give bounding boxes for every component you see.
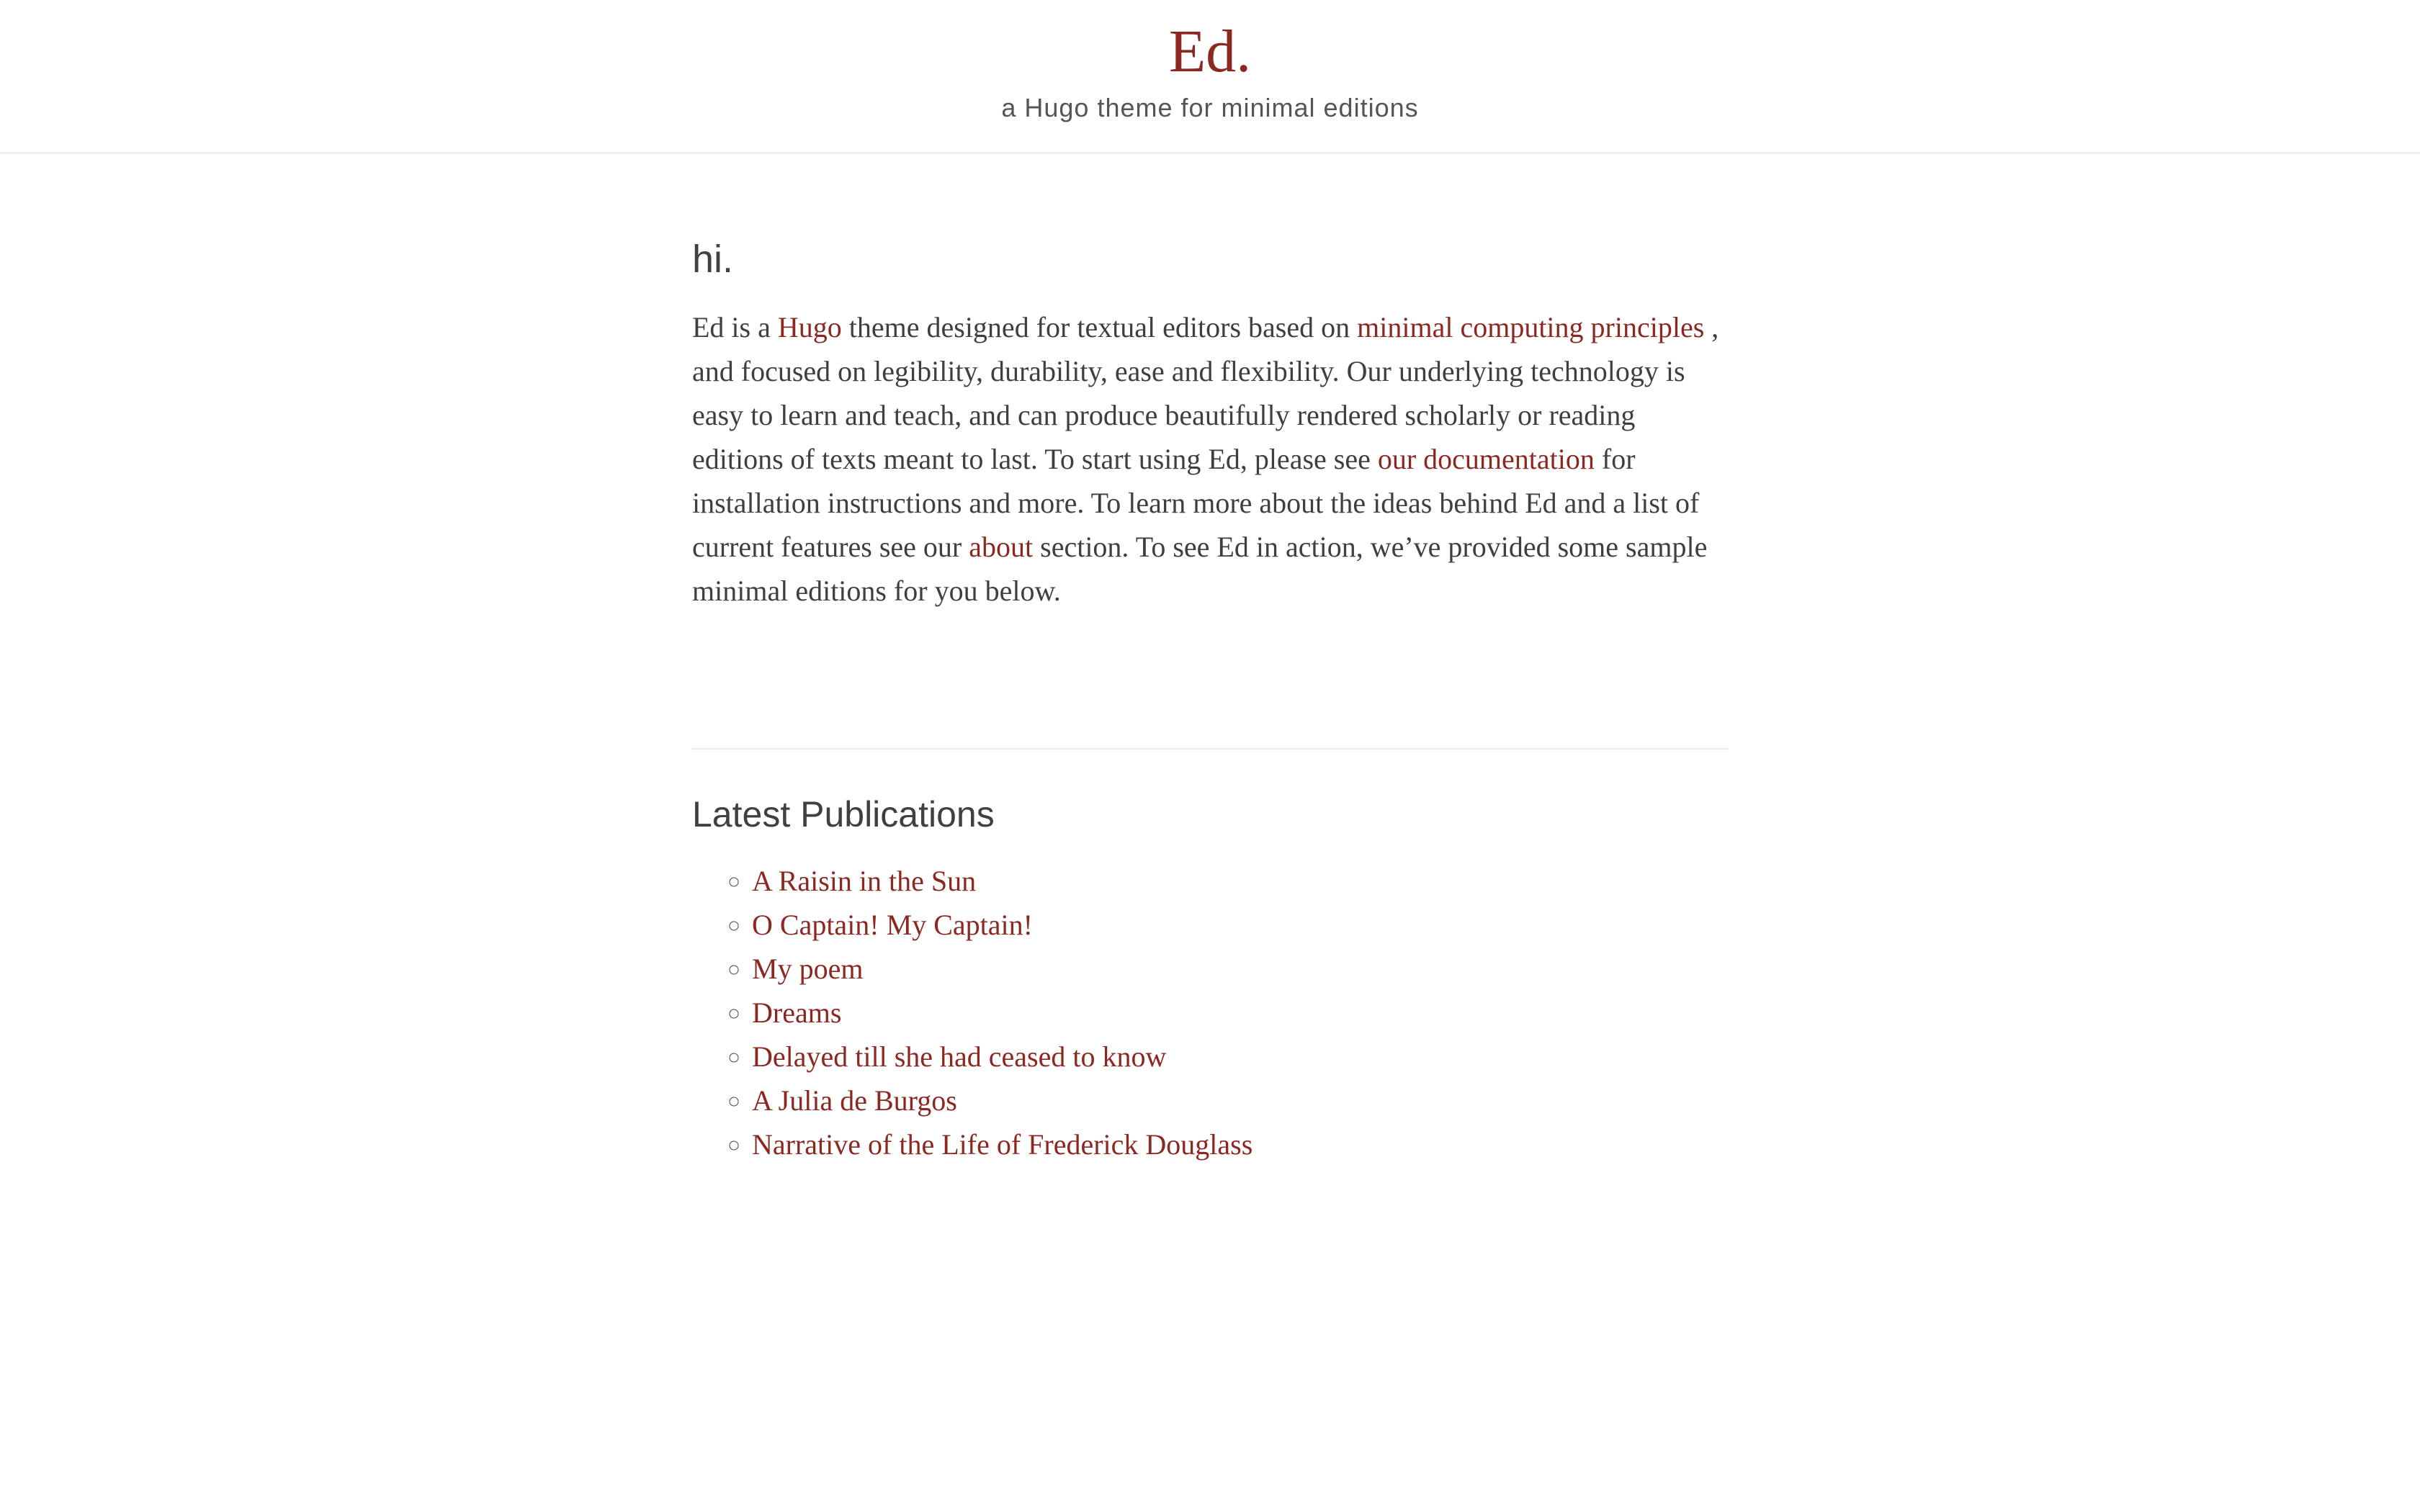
- section-divider: [692, 748, 1728, 750]
- intro-paragraph: [692, 305, 1728, 613]
- page-title: hi.: [692, 238, 734, 282]
- list-item: [752, 991, 1728, 1035]
- site-title[interactable]: Ed.: [1168, 18, 1252, 85]
- list-item: [752, 859, 1728, 903]
- minimal-computing-principles-link[interactable]: minimal computing principles: [1357, 310, 1705, 343]
- latest-publications-heading: Latest Publications: [692, 793, 995, 834]
- publication-link-my-poem[interactable]: My poem: [752, 952, 864, 985]
- main-content: [692, 236, 1728, 1166]
- publication-link-a-raisin-in-the-sun[interactable]: A Raisin in the Sun: [752, 864, 977, 897]
- publication-link-dreams[interactable]: Dreams: [752, 996, 842, 1029]
- list-item: [752, 1035, 1728, 1079]
- about-link[interactable]: about: [969, 530, 1034, 563]
- list-item: [752, 1079, 1728, 1122]
- publication-link-o-captain-my-captain[interactable]: O Captain! My Captain!: [752, 908, 1033, 941]
- publication-link-a-julia-de-burgos[interactable]: A Julia de Burgos: [752, 1084, 957, 1117]
- intro-text: Ed is a: [692, 310, 778, 343]
- hugo-link[interactable]: Hugo: [777, 310, 842, 343]
- list-item: [752, 1122, 1728, 1166]
- site-header: [0, 0, 2420, 154]
- publications-list: [692, 859, 1728, 1166]
- publication-link-narrative-of-the-life-of-frederick-douglass[interactable]: Narrative of the Life of Frederick Douglass: [752, 1128, 1253, 1161]
- intro-text: theme designed for textual editors based on: [841, 310, 1358, 343]
- documentation-link[interactable]: our documentation: [1377, 442, 1595, 475]
- intro-text: for installation instructions and more. To learn more about the ideas behind Ed and a list of current features see our: [692, 442, 1700, 563]
- list-item: [752, 947, 1728, 991]
- list-item: [752, 903, 1728, 947]
- publication-link-delayed-till-she-had-ceased-to-know[interactable]: Delayed till she had ceased to know: [752, 1040, 1167, 1073]
- hamburger-menu-button[interactable]: [50, 36, 79, 59]
- intro-text: section. To see Ed in action, we’ve provided some sample minimal editions for you below.: [692, 530, 1708, 607]
- site-subtitle: a Hugo theme for minimal editions: [1001, 93, 1419, 122]
- intro-text: , and focused on legibility, durability, ease and flexibility. Our underlying technology is easy to learn and teach, and can produce beautifully rendered scholarly or reading editions of texts meant to last. To start using Ed, please see: [692, 310, 1719, 475]
